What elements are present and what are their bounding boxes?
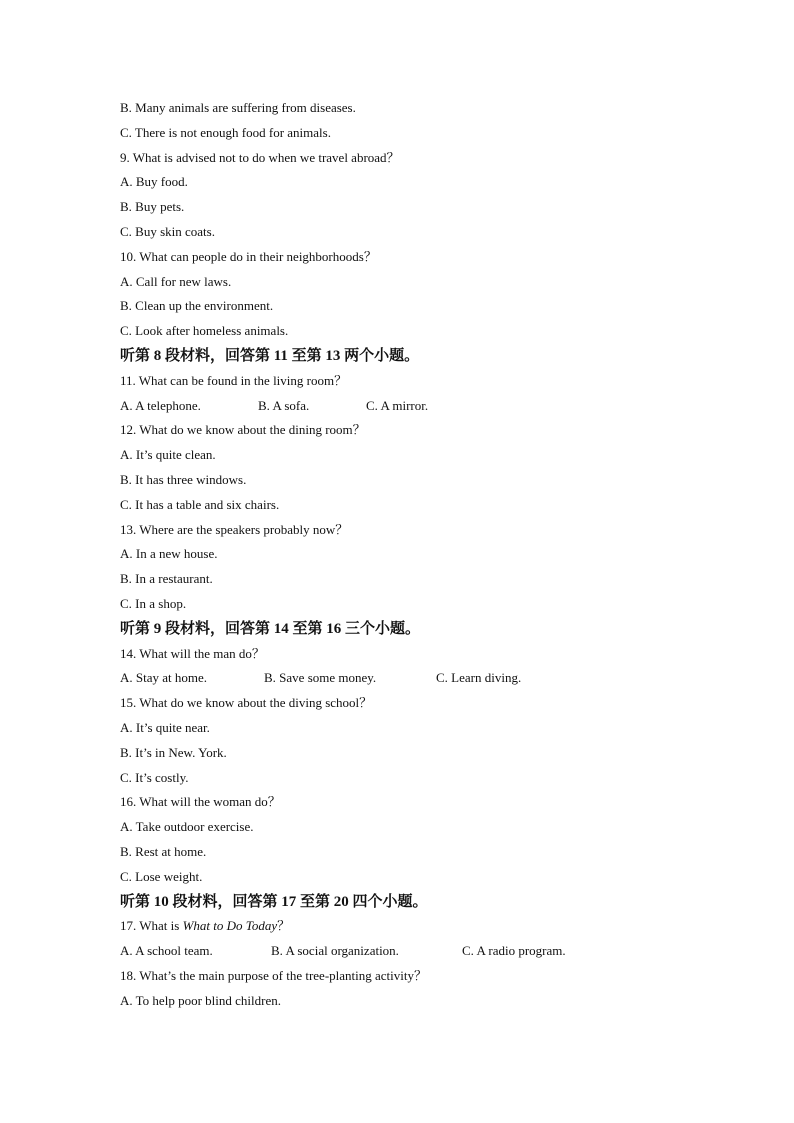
section-heading: 听第 10 段材料，回答第 17 至第 20 四个小题。	[120, 893, 428, 910]
option-text: A. Take outdoor exercise.	[120, 819, 254, 835]
option-text: A. A school team.	[120, 943, 213, 959]
question-text: 13. Where are the speakers probably now？	[120, 521, 349, 537]
option-text: A. In a new house.	[120, 546, 218, 562]
section-heading: 听第 9 段材料，回答第 14 至第 16 三个小题。	[120, 620, 421, 637]
option-text: C. A mirror.	[366, 397, 429, 413]
option-text: B. A social organization.	[271, 943, 399, 959]
option-text: C. There is not enough food for animals.	[120, 124, 331, 140]
options-row	[120, 394, 740, 419]
question-suffix: ？	[277, 918, 291, 934]
document-page	[120, 96, 740, 1013]
option-text: A. Stay at home.	[120, 670, 208, 686]
section-heading: 听第 8 段材料，回答第 11 至第 13 两个小题。	[120, 347, 420, 364]
option-text: C. Lose weight.	[120, 868, 203, 884]
option-text: B. Save some money.	[264, 670, 377, 686]
option-text: B. A sofa.	[258, 397, 310, 413]
option-text: C. Buy skin coats.	[120, 223, 215, 239]
question-text: 16. What will the woman do？	[120, 794, 281, 810]
option-text: C. A radio program.	[462, 943, 566, 959]
options-row	[120, 666, 740, 691]
question-text: 10. What can people do in their neighborhoods？	[120, 248, 377, 264]
question-text: 18. What’s the main purpose of the tree-planting activity？	[120, 967, 427, 983]
option-text: C. It has a table and six chairs.	[120, 496, 280, 512]
program-title: What to Do Today	[182, 918, 278, 934]
question-text: 11. What can be found in the living room？	[120, 372, 348, 388]
option-text: A. To help poor blind children.	[120, 992, 281, 1008]
question-text: 15. What do we know about the diving school？	[120, 695, 373, 711]
option-text: B. Many animals are suffering from diseases.	[120, 100, 356, 115]
option-text: B. It has three windows.	[120, 471, 247, 487]
question-text: 12. What do we know about the dining room？	[120, 422, 366, 438]
options-row	[120, 939, 740, 964]
option-text: A. A telephone.	[120, 397, 201, 413]
option-text: B. In a restaurant.	[120, 571, 213, 587]
option-text: C. Learn diving.	[436, 670, 522, 686]
option-text: A. It’s quite near.	[120, 719, 210, 735]
question-prefix: 17. What is	[120, 918, 183, 934]
option-text: C. In a shop.	[120, 595, 187, 611]
option-text: C. Look after homeless animals.	[120, 323, 289, 339]
option-text: A. Buy food.	[120, 174, 188, 190]
question-text: 9. What is advised not to do when we travel abroad？	[120, 149, 400, 165]
question-text	[120, 914, 740, 939]
option-text: B. Rest at home.	[120, 843, 207, 859]
option-text: B. It’s in New. York.	[120, 744, 227, 760]
option-text: A. Call for new laws.	[120, 273, 232, 289]
option-text: C. It’s costly.	[120, 769, 189, 785]
option-text: B. Clean up the environment.	[120, 298, 274, 314]
option-text: B. Buy pets.	[120, 199, 185, 215]
question-text: 14. What will the man do？	[120, 645, 265, 661]
option-text: A. It’s quite clean.	[120, 447, 216, 463]
